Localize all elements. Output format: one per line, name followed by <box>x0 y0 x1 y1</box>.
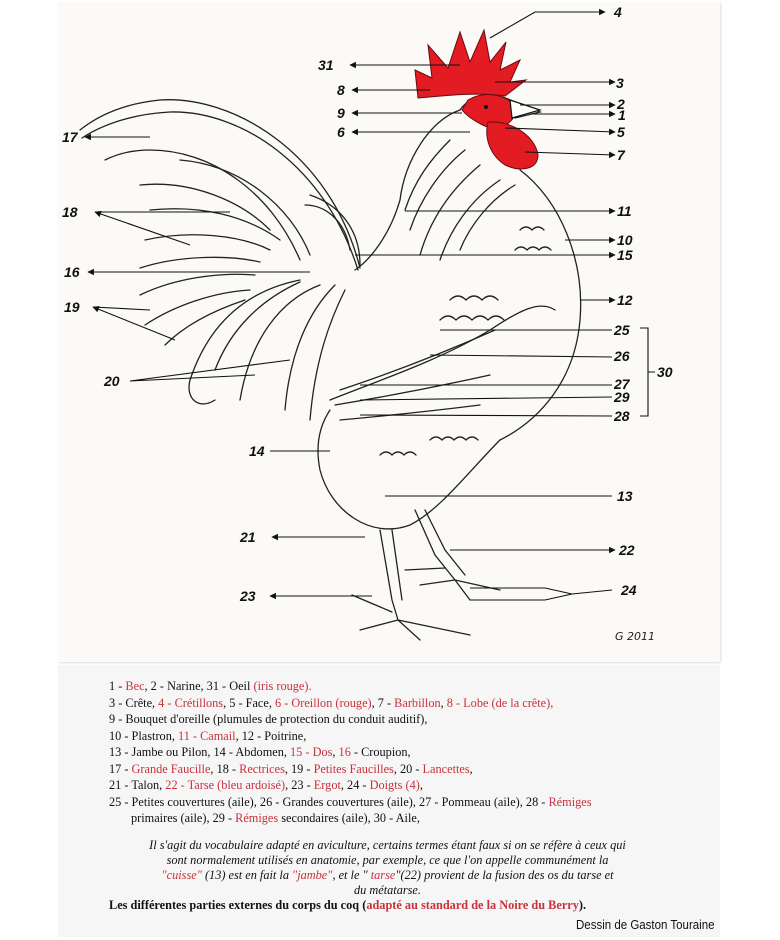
wing-feather <box>340 330 495 390</box>
text-run: , 19 - <box>284 762 314 776</box>
highlighted-term: Rectrices <box>239 762 285 776</box>
label-19: 19 <box>64 299 80 315</box>
highlighted-term: Barbillon <box>394 696 441 710</box>
label-3: 3 <box>616 75 624 91</box>
text-run: sont normalement utilisés en anatomie, par exemple, ce que l'on appelle communément la <box>166 853 609 867</box>
text-run: , <box>440 696 447 710</box>
text-run: Les différentes parties externes du corps du coq ( <box>109 898 367 912</box>
label-7: 7 <box>617 147 625 163</box>
text-run: 1 - <box>109 679 126 693</box>
sickle-feather <box>80 100 360 268</box>
hackle <box>460 185 515 250</box>
label-17: 17 <box>62 129 78 145</box>
highlighted-term: Ergot <box>313 778 341 792</box>
label-20: 20 <box>104 373 120 389</box>
comb <box>415 30 526 98</box>
highlighted-term: 22 - Tarse (bleu ardoisé) <box>165 778 286 792</box>
highlighted-term: (iris rouge). <box>253 679 312 693</box>
hackle <box>405 140 450 210</box>
hackle <box>420 165 480 255</box>
text-run: 21 - Talon, <box>109 778 166 792</box>
label-10: 10 <box>617 232 633 248</box>
hackle <box>410 150 465 230</box>
legend-line-6 <box>109 762 473 776</box>
text-run: 10 - Plastron, <box>109 729 178 743</box>
label-31: 31 <box>318 57 334 73</box>
label-29: 29 <box>614 389 630 405</box>
text-run: "(22) provient de la fusion des os du tarse et <box>395 868 614 882</box>
rooster-diagram <box>58 2 720 662</box>
leg-left <box>380 530 398 620</box>
eye-pupil <box>484 105 488 109</box>
breast-feather <box>515 247 551 250</box>
text-run: ). <box>578 898 587 912</box>
text-run: , 20 - <box>393 762 423 776</box>
legend-line-1 <box>109 679 312 693</box>
label-18: 18 <box>62 204 78 220</box>
text-run: , et le " <box>332 868 371 882</box>
highlighted-term: Rémiges <box>548 795 592 809</box>
highlighted-term: 6 - Oreillon (rouge) <box>274 696 372 710</box>
text-run: 9 - Bouquet d'oreille (plumules de protection du conduit auditif), <box>109 712 428 726</box>
highlighted-term: Bec <box>125 679 145 693</box>
highlighted-term: Rémiges <box>235 811 279 825</box>
sickle-feather <box>105 150 300 260</box>
legend-line-2 <box>109 696 553 710</box>
highlighted-term: 8 - Lobe (de la crête), <box>446 696 554 710</box>
highlighted-term: 11 - Camail <box>178 729 236 743</box>
highlighted-term: Lancettes <box>422 762 470 776</box>
toes-right <box>405 568 500 600</box>
tail-feather <box>305 205 350 250</box>
drawing-sheet <box>58 2 720 662</box>
label-26: 26 <box>614 348 630 364</box>
highlighted-term: adapté au standard de la Noire du Berry <box>366 898 579 912</box>
label-23: 23 <box>240 588 256 604</box>
diagram-caption <box>109 898 586 913</box>
highlighted-term: 15 - Dos <box>290 745 333 759</box>
highlighted-term: 4 - Crétillons <box>158 696 224 710</box>
label-27: 27 <box>614 376 630 392</box>
number-labels <box>62 4 673 643</box>
text-run: (13) est en fait la <box>201 868 293 882</box>
label-8: 8 <box>337 82 345 98</box>
text-run: 3 - Crête, <box>109 696 159 710</box>
leg-left <box>392 530 402 600</box>
wing-feather <box>340 405 480 420</box>
text-run: , 7 - <box>371 696 395 710</box>
anatomy-note <box>60 838 715 898</box>
label-4: 4 <box>614 4 622 20</box>
lancette <box>285 285 335 410</box>
sickle-feather <box>82 112 358 270</box>
wing-feather <box>335 375 490 405</box>
tail-feather <box>140 274 255 295</box>
label-13: 13 <box>617 488 633 504</box>
belly-feather <box>380 452 416 455</box>
artist-credit: Dessin de Gaston Touraine <box>576 918 715 932</box>
red-parts <box>415 30 538 169</box>
label-15: 15 <box>617 247 633 263</box>
text-run: , 2 - Narine, 31 - Oeil <box>144 679 254 693</box>
label-14: 14 <box>249 443 265 459</box>
text-run: , <box>469 762 473 776</box>
toes-left <box>352 595 470 640</box>
text-run: Il s'agit du vocabulaire adapté en aviculture, certains termes étant faux si on se réfère à ceux qui <box>149 838 626 852</box>
lancette <box>189 280 300 404</box>
text-run: , 24 - <box>340 778 370 792</box>
label-5: 5 <box>617 124 625 140</box>
wing-covert <box>450 296 498 300</box>
text-run: 17 - <box>109 762 132 776</box>
text-run: secondaires (aile), 30 - Aile, <box>278 811 420 825</box>
text-run: , <box>419 778 423 792</box>
legend-line-5 <box>109 745 411 759</box>
tail-feather <box>140 257 260 268</box>
legend-line-4 <box>109 729 306 743</box>
highlighted-term: Grande Faucille <box>131 762 211 776</box>
highlighted-term: "cuisse" <box>161 868 202 882</box>
text-run: 25 - Petites couvertures (aile), 26 - Grandes couvertures (aile), 27 - Pommeau (aile), 28 - <box>109 795 549 809</box>
belly-outline <box>318 410 500 529</box>
label-12: 12 <box>617 292 633 308</box>
lancette <box>240 285 320 400</box>
tail-feather <box>145 290 250 325</box>
wing-outline <box>330 306 555 400</box>
text-run: - Croupion, <box>350 745 411 759</box>
leg-right <box>425 510 465 575</box>
highlighted-term: tarse <box>370 868 396 882</box>
belly-feather <box>430 437 478 440</box>
highlighted-term: Doigts (4) <box>369 778 420 792</box>
label-9: 9 <box>337 105 345 121</box>
highlighted-term: Petites Faucilles <box>313 762 394 776</box>
label-6: 6 <box>337 124 345 140</box>
text-run: , 23 - <box>285 778 314 792</box>
label-2: 2 <box>617 96 625 112</box>
highlighted-term: "jambe" <box>292 868 333 882</box>
text-run: primaires (aile), 29 - <box>131 811 236 825</box>
legend-line-8 <box>109 795 592 809</box>
hackle <box>440 180 500 260</box>
tail-feather <box>165 300 245 345</box>
highlighted-term: 16 <box>338 745 351 759</box>
text-run: du métatarse. <box>354 883 421 897</box>
wing-covert <box>440 316 504 320</box>
label-22: 22 <box>619 542 635 558</box>
legend-line-9 <box>131 811 420 825</box>
text-run: , <box>332 745 339 759</box>
text-run: , 5 - Face, <box>223 696 275 710</box>
rooster-drawing <box>80 96 581 640</box>
artist-signature: G 2011 <box>615 630 656 643</box>
label-28: 28 <box>614 408 630 424</box>
breast-feather <box>520 227 544 230</box>
label-16: 16 <box>64 264 80 280</box>
label-24: 24 <box>621 582 637 598</box>
back-line <box>355 200 400 270</box>
text-run: 13 - Jambe ou Pilon, 14 - Abdomen, <box>109 745 291 759</box>
neck-outline <box>400 110 460 200</box>
legend-line-3 <box>109 712 427 726</box>
tail-feather <box>145 235 270 250</box>
label-25: 25 <box>614 322 630 338</box>
text-run: , 12 - Poitrine, <box>235 729 307 743</box>
text-run: , 18 - <box>210 762 240 776</box>
label-11: 11 <box>617 203 632 219</box>
label-30: 30 <box>657 364 673 380</box>
legend-line-7 <box>109 778 423 792</box>
label-1: 1 <box>618 107 626 123</box>
label-21: 21 <box>240 529 256 545</box>
